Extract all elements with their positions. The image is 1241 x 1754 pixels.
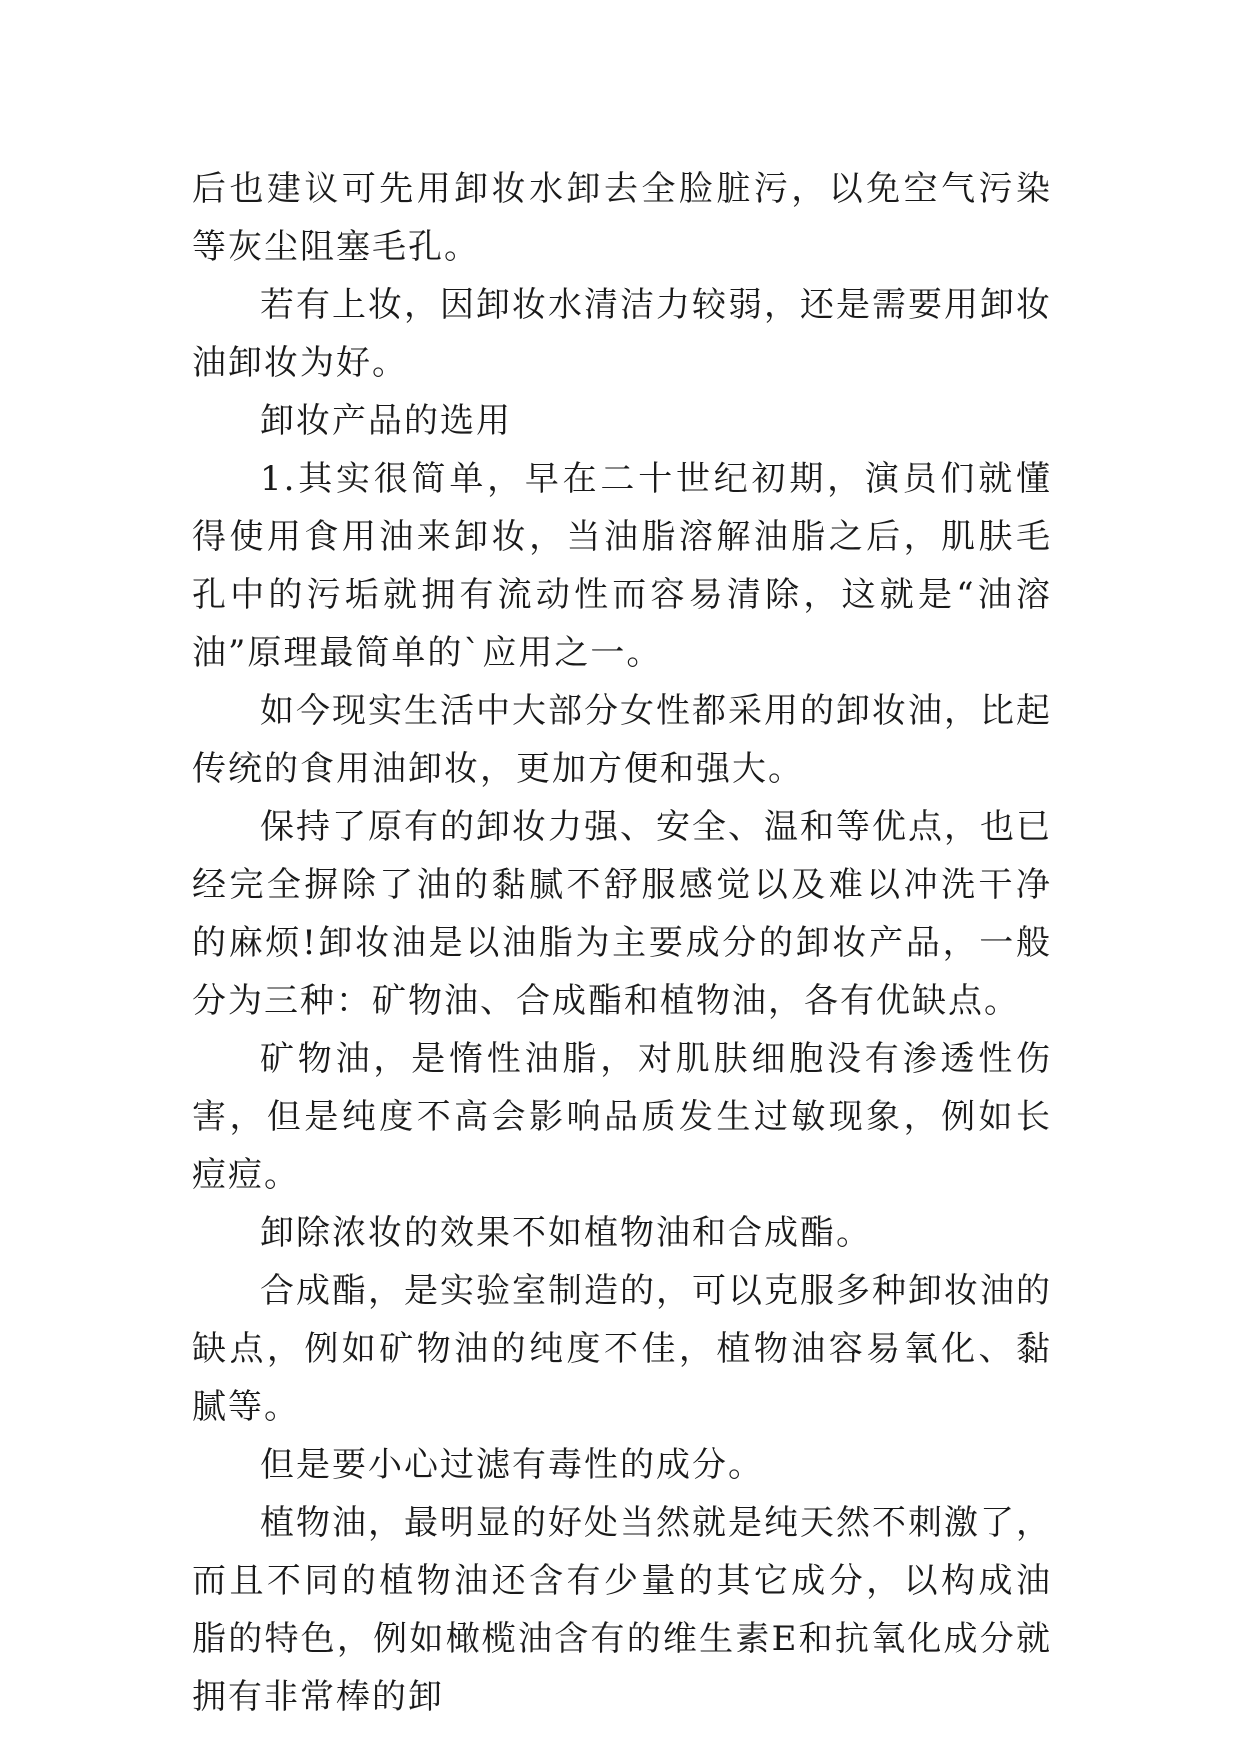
paragraph: 但是要小心过滤有毒性的成分。 xyxy=(260,1445,764,1485)
paragraph: 后也建议可先用卸妆水卸去全脸脏污，以免空气污染等灰尘阻塞毛孔。 xyxy=(192,169,1052,267)
paragraph: 保持了原有的卸妆力强、安全、温和等优点，也已经完全摒除了油的黏腻不舒服感觉以及难以冲洗干净的麻烦!卸妆油是以油脂为主要成分的卸妆产品，一般分为三种：矿物油、合成酯和植物油，各有优缺点。 xyxy=(192,807,1052,1021)
paragraph: 植物油，最明显的好处当然就是纯天然不刺激了，而且不同的植物油还含有少量的其它成分，以构成油脂的特色，例如橄榄油含有的维生素E和抗氧化成分就拥有非常棒的卸 xyxy=(192,1503,1052,1717)
paragraph: 合成酯，是实验室制造的，可以克服多种卸妆油的缺点，例如矿物油的纯度不佳，植物油容易氧化、黏腻等。 xyxy=(192,1271,1052,1427)
paragraph: 矿物油，是惰性油脂，对肌肤细胞没有渗透性伤害，但是纯度不高会影响品质发生过敏现象，例如长痘痘。 xyxy=(192,1039,1052,1195)
paragraph: 1.其实很简单，早在二十世纪初期，演员们就懂得使用食用油来卸妆，当油脂溶解油脂之后，肌肤毛孔中的污垢就拥有流动性而容易清除，这就是“油溶油”原理最简单的`应用之一。 xyxy=(192,459,1052,673)
section-heading: 卸妆产品的选用 xyxy=(260,401,512,441)
body-text xyxy=(192,160,1052,1726)
paragraph: 卸除浓妆的效果不如植物油和合成酯。 xyxy=(260,1213,872,1253)
paragraph: 如今现实生活中大部分女性都采用的卸妆油，比起传统的食用油卸妆，更加方便和强大。 xyxy=(192,691,1052,789)
paragraph: 若有上妆，因卸妆水清洁力较弱，还是需要用卸妆油卸妆为好。 xyxy=(192,285,1052,383)
